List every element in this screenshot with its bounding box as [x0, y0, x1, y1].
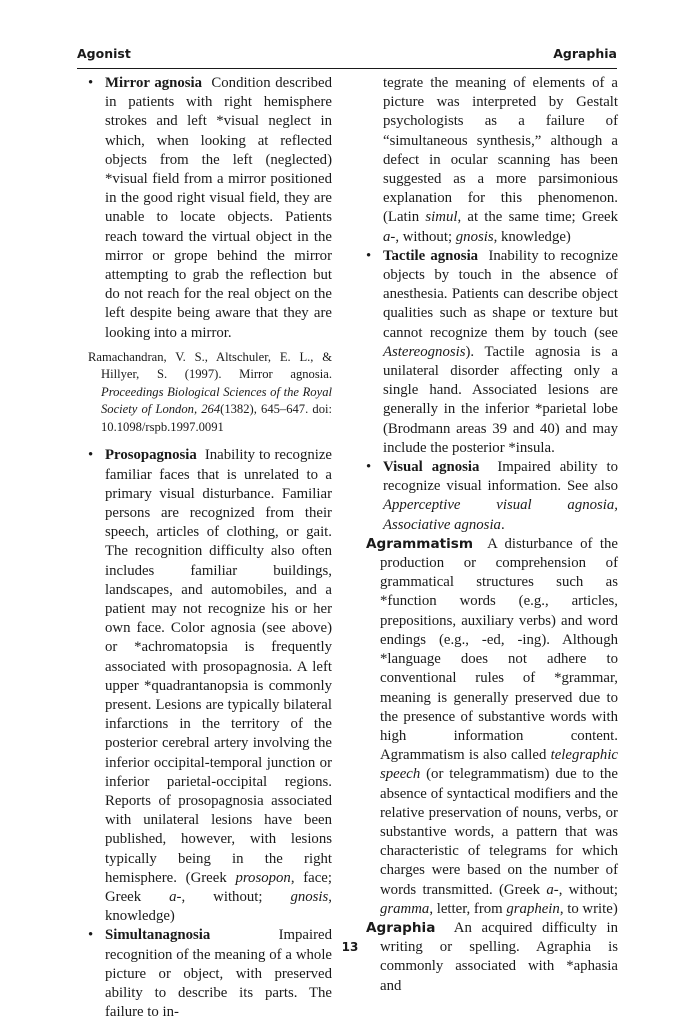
etym-word: a- — [383, 228, 396, 245]
page-number: 13 — [341, 940, 359, 954]
entry-visual-agnosia — [366, 458, 618, 535]
etym-word: simul — [425, 209, 458, 226]
etym-text: , at the same time; Greek — [457, 209, 618, 226]
punctuation: . — [500, 516, 505, 533]
etym-word: prosopon — [235, 869, 291, 886]
etym-text: , without; — [395, 228, 456, 245]
definition-tactile-agnosia: Inability to recognize objects by touch in the absence of anesthesia. Patients can describe object qualities such as shape or texture but cannot recognize them by touch (see — [383, 247, 618, 341]
etym-text: , letter, from — [429, 900, 507, 917]
bullet-mark: • — [366, 247, 372, 264]
running-head-right: Agraphia — [553, 46, 617, 61]
etym-word: graphein — [506, 900, 560, 917]
cross-reference: Apperceptive visual agnosia, Associative agnosia — [383, 497, 618, 533]
left-column — [88, 74, 332, 1022]
etym-word: a- — [546, 881, 559, 898]
definition-agrammatism: A disturbance of the production or comprehension of grammatical structures such as *function words (e.g., articles, prepositions, auxiliary verbs) and word endings (e.g., -ed, -ing). Although *language does not adhere to conventional rules of *grammar, meaning is generally preserved due to the presence of substantive words with high information content. Agrammatism is also called — [380, 535, 618, 764]
reference-rest: (1382), 645–647. doi: 10.1098/rspb.1997.0091 — [101, 402, 332, 434]
etym-word: a- — [169, 889, 182, 906]
headword-agraphia: Agraphia — [366, 919, 436, 936]
definition-simultanagnosia-cont: tegrate the meaning of elements of a picture was interpreted by Gestalt psychologists as a failure of “simultaneous synthesis,” although a defect in ocular scanning has been suggested as a more parsimonious explanation for this phenomenon. (Latin — [383, 75, 618, 226]
term-mirror-agnosia: Mirror agnosia — [105, 75, 203, 91]
term-tactile-agnosia: Tactile agnosia — [383, 247, 479, 264]
header-rule — [77, 68, 617, 69]
entry-agraphia — [366, 919, 618, 996]
etym-word: gnosis — [455, 228, 494, 245]
etym-word: gnosis — [290, 889, 329, 906]
etym-text: , to write) — [559, 900, 618, 917]
etym-text: , knowledge) — [493, 228, 571, 245]
running-head — [77, 46, 617, 62]
headword-agrammatism: Agrammatism — [366, 535, 474, 552]
entry-tactile-agnosia — [366, 247, 618, 458]
simultanagnosia-continued — [366, 74, 618, 247]
definition-mirror-agnosia: Condition described in patients with right hemisphere strokes and left *visual neglect in which, when looking at reflected objects from the left (neglected) *visual field from a mirror positioned in the good right visual field, they are unable to locate objects. Patients reach toward the virtual object in the mirror or grope behind the mirror attempting to grab the reflection but do not reach for the real object on the left despite being aware that they are looking into a mirror. — [105, 75, 332, 341]
italic-term: telegraphic speech — [380, 747, 618, 783]
right-column — [366, 74, 618, 996]
definition-agrammatism-cont: (or telegrammatism) due to the absence of syntactical modifiers and the relative preservation of nouns, verbs, or substantive words, a pattern that was characteristic of telegrams for which charges were based on the number of words transmitted. (Greek — [380, 766, 618, 898]
cross-reference: Astereognosis — [383, 343, 466, 360]
definition-tactile-agnosia-cont: ). Tactile agnosia is a unilateral disorder affecting only a single hand. Associated lesions are generally in the inferior *parietal lobe (Brodmann areas 39 and 40) and may include the posterior *insula. — [383, 343, 618, 456]
etym-text: , without; — [181, 889, 291, 906]
definition-agraphia: An acquired difficulty in writing or spelling. Agraphia is commonly associated with *aphasia and — [380, 919, 618, 994]
reference-authors: Ramachandran, V. S., Altschuler, E. L., & Hillyer, S. (1997). Mirror agnosia. — [88, 349, 332, 382]
term-visual-agnosia: Visual agnosia — [383, 459, 480, 476]
definition-simultanagnosia: Impaired recognition of the meaning of a whole picture or object, with preserved ability to describe its parts. The failure to in- — [105, 927, 332, 1021]
bullet-mark: • — [88, 75, 94, 91]
term-simultanagnosia: Simultanagnosia — [105, 927, 211, 944]
entry-prosopagnosia — [88, 446, 332, 926]
etym-text: , knowledge) — [105, 889, 332, 925]
running-head-left: Agonist — [77, 46, 131, 61]
reference-ramachandran — [88, 349, 332, 437]
reference-journal: Proceedings Biological Sciences of the Royal Society of London, 264 — [101, 384, 332, 417]
definition-visual-agnosia: Impaired ability to recognize visual information. See also — [383, 459, 618, 495]
definition-prosopagnosia: Inability to recognize familiar faces that is unrelated to a primary visual disturbance. Familiar persons are recognized from their speech, articles of clothing, or gait. The recognition difficulty also often includes familiar buildings, landscapes, and automobiles, and a patient may not recognize his or her own face. Color agnosia (see above) or *achromatopsia is frequently associated with prosopagnosia. A left upper *quadrantanopsia is commonly present. Lesions are typically bilateral infarctions in the territory of the posterior cerebral artery involving the inferior occipital-temporal junction or inferior parietal-occipital regions. Reports of prosopagnosia associated with unilateral lesions have been published, however, with lesions typically being in the right hemisphere. (Greek — [105, 447, 332, 886]
bullet-mark: • — [366, 459, 372, 476]
etym-text: , face; Greek — [105, 869, 332, 906]
term-prosopagnosia: Prosopagnosia — [105, 447, 197, 464]
bullet-mark: • — [88, 927, 94, 944]
bullet-mark: • — [88, 447, 94, 464]
entry-agrammatism — [366, 535, 618, 919]
etym-text: , without; — [558, 881, 618, 898]
entry-mirror-agnosia — [88, 74, 332, 343]
etym-word: gramma — [380, 900, 430, 917]
